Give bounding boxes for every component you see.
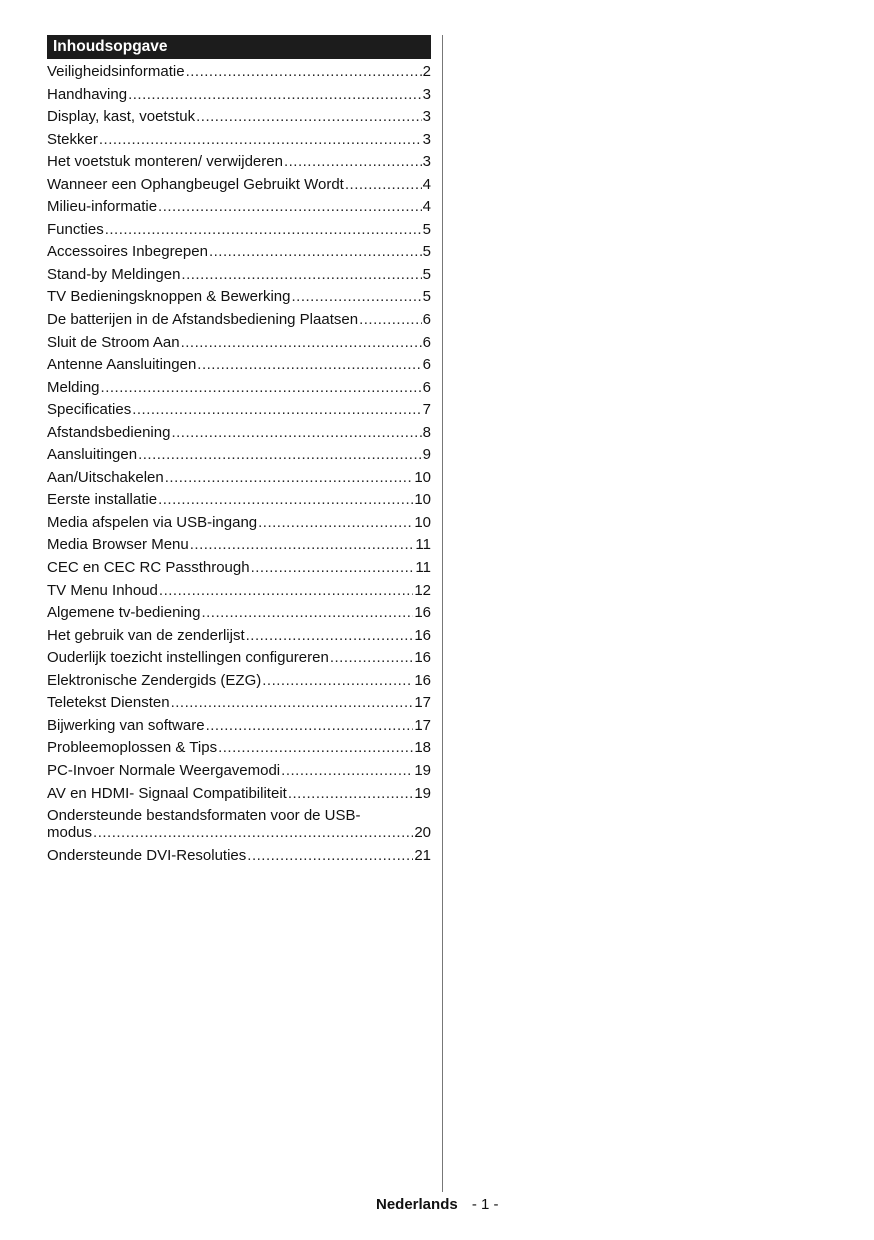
toc-leader-dots	[171, 422, 421, 445]
toc-leader-dots	[201, 602, 413, 625]
toc-entry	[47, 196, 431, 219]
toc-entry-page: 10	[414, 513, 431, 531]
toc-entry	[47, 715, 431, 738]
toc-entry-title: Teletekst Diensten	[47, 694, 170, 712]
toc-entry	[47, 241, 431, 264]
toc-leader-dots	[159, 580, 413, 603]
toc-entry	[47, 805, 431, 845]
toc-leader-dots	[165, 467, 414, 490]
toc-entry-page: 3	[422, 153, 431, 171]
toc-entry-page: 5	[422, 220, 431, 238]
toc-entry-title: Display, kast, voetstuk	[47, 108, 196, 126]
toc-entry	[47, 692, 431, 715]
toc-leader-dots	[247, 845, 413, 868]
toc-entry-continuation	[47, 824, 431, 841]
toc-leader-dots	[128, 84, 422, 107]
toc-entry-page: 16	[414, 671, 431, 689]
toc-entry-title: PC-Invoer Normale Weergavemodi	[47, 761, 281, 779]
column-divider	[442, 35, 443, 1192]
toc-entry-page: 6	[422, 311, 431, 329]
toc-entry-title: Afstandsbediening	[47, 423, 171, 441]
toc-entry	[47, 602, 431, 625]
toc-entry-title: TV Bedieningsknoppen & Bewerking	[47, 288, 291, 306]
toc-leader-dots	[196, 106, 422, 129]
toc-entry-title: Specificaties	[47, 401, 132, 419]
toc-entry-title: Ondersteunde DVI-Resoluties	[47, 847, 247, 865]
toc-entry-page: 4	[422, 175, 431, 193]
toc-entry-title: TV Menu Inhoud	[47, 581, 158, 599]
toc-entry-page: 16	[414, 649, 431, 667]
toc-entry	[47, 580, 431, 603]
toc-entry-title: Eerste installatie	[47, 491, 158, 509]
toc-leader-dots	[284, 151, 422, 174]
toc-entry-title: Aan/Uitschakelen	[47, 468, 164, 486]
toc-leader-dots	[218, 737, 413, 760]
toc-entry	[47, 625, 431, 648]
toc-entry-page: 4	[422, 198, 431, 216]
toc-entry-title: Probleemoplossen & Tips	[47, 739, 218, 757]
toc-entry-title: De batterijen in de Afstandsbediening Plaatsen	[47, 311, 359, 329]
toc-entry	[47, 377, 431, 400]
toc-entry-page: 12	[414, 581, 431, 599]
toc-entry	[47, 737, 431, 760]
toc-entry-page: 10	[414, 468, 431, 486]
toc-leader-dots	[209, 241, 422, 264]
toc-leader-dots	[181, 264, 421, 287]
toc-entry-page: 6	[422, 333, 431, 351]
toc-leader-dots	[359, 309, 422, 332]
toc-entry-title: Media Browser Menu	[47, 536, 189, 554]
toc-leader-dots	[251, 557, 415, 580]
toc-leader-dots	[281, 760, 413, 783]
toc-entry-title: Functies	[47, 220, 104, 238]
toc-entry	[47, 489, 431, 512]
toc-entry-title: CEC en CEC RC Passthrough	[47, 559, 250, 577]
toc-entry-title: Milieu-informatie	[47, 198, 158, 216]
toc-entry-page: 8	[422, 423, 431, 441]
toc-heading: Inhoudsopgave	[47, 35, 431, 59]
toc-entry-title: Ondersteunde bestandsformaten voor de USB-	[47, 807, 361, 825]
toc-entry-title: Antenne Aansluitingen	[47, 356, 197, 374]
toc-entry-page: 21	[414, 847, 431, 865]
toc-entry-title: Aansluitingen	[47, 446, 138, 464]
toc-leader-dots	[158, 196, 422, 219]
toc-entry	[47, 61, 431, 84]
toc-list	[47, 61, 431, 868]
toc-entry-page: 3	[422, 85, 431, 103]
toc-entry	[47, 129, 431, 152]
toc-leader-dots	[292, 286, 422, 309]
toc-leader-dots	[105, 219, 422, 242]
toc-entry	[47, 219, 431, 242]
toc-entry-page: 9	[422, 446, 431, 464]
toc-leader-dots	[181, 332, 422, 355]
toc-entry-title: Stand-by Meldingen	[47, 265, 181, 283]
toc-leader-dots	[93, 824, 413, 841]
page-footer	[376, 1196, 499, 1213]
toc-entry-title: Algemene tv-bediening	[47, 604, 201, 622]
toc-entry-title: Het gebruik van de zenderlijst	[47, 626, 245, 644]
toc-entry	[47, 467, 431, 490]
toc-entry-page: 17	[414, 694, 431, 712]
toc-entry-title: Veiligheidsinformatie	[47, 63, 185, 80]
toc-leader-dots	[101, 377, 422, 400]
toc-entry-title: AV en HDMI- Signaal Compatibiliteit	[47, 784, 287, 802]
toc-entry-page: 3	[422, 108, 431, 126]
toc-entry	[47, 845, 431, 868]
toc-entry-title: Het voetstuk monteren/ verwijderen	[47, 153, 283, 171]
toc-leader-dots	[190, 534, 415, 557]
toc-entry-title: Media afspelen via USB-ingang	[47, 513, 258, 531]
toc-entry	[47, 760, 431, 783]
toc-entry-page: 16	[414, 626, 431, 644]
toc-entry	[47, 354, 431, 377]
toc-entry-page: 10	[414, 491, 431, 509]
toc-leader-dots	[197, 354, 421, 377]
toc-leader-dots	[138, 444, 422, 467]
toc-entry-page: 18	[414, 739, 431, 757]
toc-entry-page: 7	[422, 401, 431, 419]
toc-entry	[47, 512, 431, 535]
toc-entry-page: 5	[422, 265, 431, 283]
toc-entry	[47, 106, 431, 129]
toc-entry-page: 5	[422, 243, 431, 261]
toc-entry	[47, 557, 431, 580]
toc-entry-page: 6	[422, 356, 431, 374]
toc-entry-title: Elektronische Zendergids (EZG)	[47, 671, 262, 689]
toc-entry	[47, 264, 431, 287]
toc-entry-title-continuation: modus	[47, 824, 93, 842]
toc-leader-dots	[330, 647, 413, 670]
toc-leader-dots	[158, 489, 413, 512]
toc-entry-page: 2	[422, 63, 431, 80]
toc-leader-dots	[99, 129, 422, 152]
toc-entry-title: Stekker	[47, 130, 98, 148]
toc-entry-title: Handhaving	[47, 85, 128, 103]
toc-leader-dots	[262, 670, 413, 693]
toc-entry-title: Accessoires Inbegrepen	[47, 243, 208, 261]
toc-leader-dots	[132, 399, 421, 422]
toc-leader-dots	[171, 692, 414, 715]
toc-entry-page: 19	[414, 761, 431, 779]
toc-entry-title: Melding	[47, 378, 100, 396]
toc-entry	[47, 286, 431, 309]
toc-entry-page: 6	[422, 378, 431, 396]
toc-leader-dots	[206, 715, 414, 738]
toc-entry	[47, 647, 431, 670]
toc-entry	[47, 422, 431, 445]
toc-entry-page: 11	[415, 559, 431, 577]
toc-leader-dots	[345, 174, 422, 197]
toc-leader-dots	[246, 625, 414, 648]
toc-entry-page: 16	[414, 604, 431, 622]
table-of-contents	[47, 35, 431, 868]
toc-entry	[47, 332, 431, 355]
toc-entry-page: 11	[415, 536, 431, 554]
toc-entry-title: Ouderlijk toezicht instellingen configureren	[47, 649, 329, 667]
footer-language: Nederlands	[376, 1196, 458, 1213]
toc-entry	[47, 84, 431, 107]
toc-entry-title: Wanneer een Ophangbeugel Gebruikt Wordt	[47, 175, 344, 193]
toc-entry-page: 19	[414, 784, 431, 802]
toc-entry	[47, 444, 431, 467]
toc-entry	[47, 534, 431, 557]
toc-entry	[47, 151, 431, 174]
toc-leader-dots	[186, 61, 422, 84]
toc-leader-dots	[288, 783, 413, 806]
toc-entry	[47, 174, 431, 197]
toc-entry	[47, 309, 431, 332]
toc-entry	[47, 783, 431, 806]
toc-entry-page: 17	[414, 716, 431, 734]
toc-entry-title: Bijwerking van software	[47, 716, 205, 734]
toc-entry-page: 5	[422, 288, 431, 306]
toc-entry-page: 3	[422, 130, 431, 148]
toc-entry	[47, 399, 431, 422]
footer-page-number: - 1 -	[471, 1196, 499, 1213]
toc-leader-dots	[258, 512, 413, 535]
toc-entry	[47, 670, 431, 693]
toc-entry-page: 20	[414, 824, 431, 842]
toc-entry-title: Sluit de Stroom Aan	[47, 333, 180, 351]
